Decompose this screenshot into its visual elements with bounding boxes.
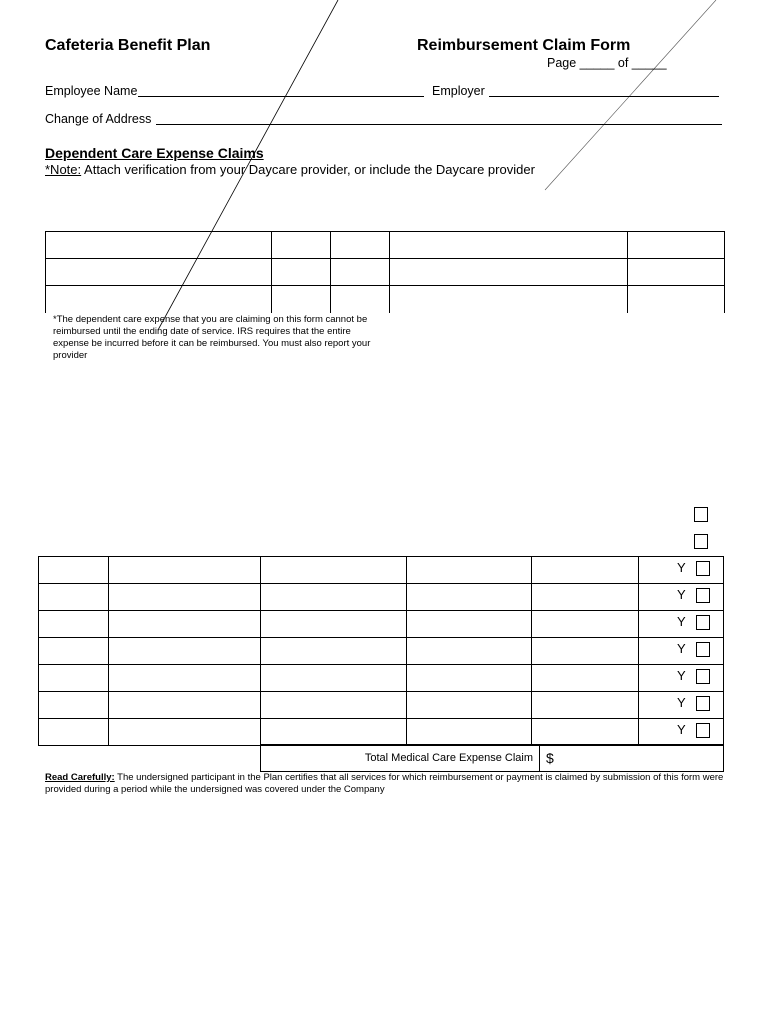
employee-name-label: Employee Name bbox=[45, 84, 138, 98]
checkbox[interactable] bbox=[694, 534, 708, 549]
table-cell[interactable] bbox=[531, 719, 639, 746]
table-cell[interactable] bbox=[46, 286, 272, 313]
table-cell[interactable] bbox=[108, 584, 260, 611]
medical-expense-table bbox=[38, 556, 724, 746]
table-cell[interactable] bbox=[39, 692, 109, 719]
table-cell[interactable] bbox=[272, 286, 331, 313]
page-indicator: Page _____ of _____ bbox=[547, 56, 667, 70]
dependent-care-heading: Dependent Care Expense Claims bbox=[45, 145, 264, 161]
table-cell[interactable] bbox=[389, 286, 627, 313]
table-cell[interactable] bbox=[261, 611, 407, 638]
form-title: Reimbursement Claim Form bbox=[417, 37, 631, 54]
table-cell[interactable] bbox=[39, 584, 109, 611]
table-cell[interactable] bbox=[261, 665, 407, 692]
yes-checkbox[interactable] bbox=[696, 588, 710, 603]
table-cell[interactable] bbox=[531, 692, 639, 719]
checkbox[interactable] bbox=[694, 507, 708, 522]
table-cell[interactable] bbox=[108, 638, 260, 665]
yes-checkbox[interactable] bbox=[696, 642, 710, 657]
table-cell[interactable] bbox=[331, 286, 390, 313]
table-cell[interactable] bbox=[39, 665, 109, 692]
table-cell[interactable] bbox=[628, 286, 725, 313]
yes-label: Y bbox=[677, 722, 686, 737]
table-cell[interactable] bbox=[261, 638, 407, 665]
dependent-care-note bbox=[45, 162, 535, 177]
certification-body: The undersigned participant in the Plan certifies that all services for which reimbursement or payment is claimed by submission of this form were provided during a period while the undersigned was covered under the Company bbox=[45, 772, 724, 795]
yes-checkbox[interactable] bbox=[696, 723, 710, 738]
employer-label: Employer bbox=[432, 84, 485, 98]
dependent-care-table bbox=[45, 231, 725, 313]
table-cell[interactable] bbox=[46, 232, 272, 259]
table-cell[interactable] bbox=[628, 259, 725, 286]
yes-label: Y bbox=[677, 587, 686, 602]
change-of-address-label: Change of Address bbox=[45, 112, 152, 126]
certification-lead: Read Carefully: bbox=[45, 772, 115, 783]
table-cell[interactable] bbox=[407, 692, 531, 719]
table-cell[interactable] bbox=[261, 692, 407, 719]
employer-field[interactable] bbox=[489, 96, 719, 97]
table-cell[interactable] bbox=[407, 557, 531, 584]
table-cell[interactable] bbox=[331, 232, 390, 259]
certification-text bbox=[45, 772, 725, 796]
table-cell[interactable] bbox=[407, 611, 531, 638]
table-row bbox=[46, 232, 725, 259]
yes-label: Y bbox=[677, 560, 686, 575]
table-cell[interactable] bbox=[407, 584, 531, 611]
table-cell[interactable] bbox=[407, 665, 531, 692]
table-cell[interactable] bbox=[531, 611, 639, 638]
table-cell[interactable] bbox=[39, 719, 109, 746]
table-row bbox=[39, 692, 724, 719]
table-row bbox=[39, 638, 724, 665]
table-cell[interactable] bbox=[108, 719, 260, 746]
yes-label: Y bbox=[677, 668, 686, 683]
table-cell[interactable] bbox=[531, 584, 639, 611]
yes-label: Y bbox=[677, 614, 686, 629]
table-cell[interactable] bbox=[108, 665, 260, 692]
table-cell[interactable] bbox=[46, 259, 272, 286]
table-cell[interactable] bbox=[389, 259, 627, 286]
table-cell[interactable] bbox=[272, 232, 331, 259]
yes-checkbox[interactable] bbox=[696, 669, 710, 684]
table-cell[interactable] bbox=[407, 719, 531, 746]
note-prefix: *Note: bbox=[45, 162, 82, 177]
yes-label: Y bbox=[677, 641, 686, 656]
table-cell[interactable] bbox=[108, 611, 260, 638]
table-row bbox=[39, 719, 724, 746]
table-cell[interactable] bbox=[531, 557, 639, 584]
employee-name-field[interactable] bbox=[138, 96, 424, 97]
table-cell[interactable] bbox=[39, 557, 109, 584]
yes-label: Y bbox=[677, 695, 686, 710]
dependent-care-footnote: *The dependent care expense that you are claiming on this form cannot be reimbursed until the ending date of service. IRS requires that the entire expense be incurred before it can be reimbursed. You must also report your provider bbox=[53, 314, 371, 361]
table-row bbox=[39, 665, 724, 692]
table-cell[interactable] bbox=[407, 638, 531, 665]
total-amount-field[interactable]: $ bbox=[540, 745, 724, 772]
table-cell[interactable] bbox=[261, 584, 407, 611]
total-row bbox=[261, 745, 724, 772]
table-row bbox=[39, 611, 724, 638]
plan-title: Cafeteria Benefit Plan bbox=[45, 37, 211, 54]
table-row bbox=[46, 286, 725, 313]
table-cell[interactable] bbox=[331, 259, 390, 286]
total-row-table bbox=[260, 744, 724, 772]
table-row bbox=[39, 557, 724, 584]
table-cell[interactable] bbox=[39, 611, 109, 638]
table-row bbox=[46, 259, 725, 286]
change-of-address-field[interactable] bbox=[156, 124, 722, 125]
note-text: Attach verification from your Daycare provider, or include the Daycare provider bbox=[81, 162, 535, 177]
table-cell[interactable] bbox=[628, 232, 725, 259]
table-cell[interactable] bbox=[39, 638, 109, 665]
yes-checkbox[interactable] bbox=[696, 615, 710, 630]
table-cell[interactable] bbox=[108, 557, 260, 584]
table-cell[interactable] bbox=[389, 232, 627, 259]
table-cell[interactable] bbox=[531, 638, 639, 665]
yes-checkbox[interactable] bbox=[696, 696, 710, 711]
table-row bbox=[39, 584, 724, 611]
table-cell[interactable] bbox=[108, 692, 260, 719]
table-cell[interactable] bbox=[272, 259, 331, 286]
yes-checkbox[interactable] bbox=[696, 561, 710, 576]
table-cell[interactable] bbox=[261, 557, 407, 584]
table-cell[interactable] bbox=[261, 719, 407, 746]
total-label: Total Medical Care Expense Claim bbox=[261, 745, 540, 772]
table-cell[interactable] bbox=[531, 665, 639, 692]
